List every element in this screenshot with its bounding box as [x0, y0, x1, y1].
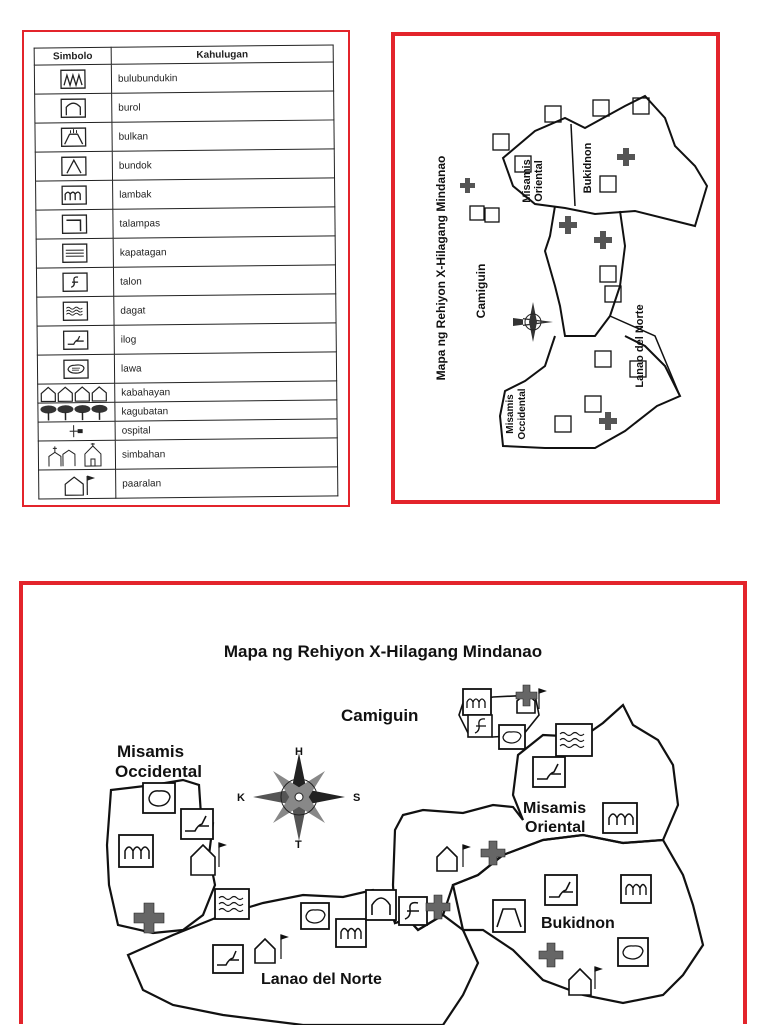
legend-label: paaralan	[116, 467, 338, 498]
small-map-province-border	[571, 124, 575, 206]
hospital-icon	[481, 841, 505, 865]
waterfall-icon	[468, 715, 492, 737]
small-map-label-misamis-oriental-1: Misamis	[521, 159, 533, 203]
house-icon	[437, 847, 457, 871]
legend-label: bulkan	[112, 120, 334, 151]
lake-icon	[499, 725, 525, 749]
sea-icon	[62, 301, 88, 321]
label-misamis-oriental-2: Oriental	[525, 819, 586, 836]
label-camiguin: Camiguin	[341, 706, 419, 725]
school-icon	[569, 969, 591, 995]
legend-label: ospital	[115, 419, 337, 440]
plain-icon	[62, 243, 88, 263]
legend-label: kapatagan	[113, 236, 335, 267]
small-map-label-bukidnon: Bukidnon	[582, 142, 594, 194]
legend-row	[37, 352, 336, 384]
valley-icon	[119, 835, 153, 867]
large-map	[23, 585, 743, 1025]
large-map-panel	[19, 581, 747, 1024]
volcano-icon	[493, 900, 525, 932]
church-icon	[45, 442, 109, 469]
river-icon	[63, 330, 89, 350]
house-icon	[191, 845, 215, 875]
compass-west: K	[237, 792, 245, 804]
small-map-panel	[391, 32, 720, 504]
valley-icon	[463, 689, 491, 715]
large-map-title: Mapa ng Rehiyon X-Hilagang Mindanao	[223, 642, 543, 661]
house-icon	[255, 939, 275, 963]
sea-icon	[215, 889, 249, 919]
small-map-label-camiguin: Camiguin	[474, 263, 488, 319]
compass-north: H	[295, 746, 303, 758]
legend-row	[37, 294, 336, 326]
mountain-icon	[61, 156, 87, 176]
legend-row	[35, 120, 334, 152]
small-map-compass	[513, 302, 553, 342]
legend-row	[34, 62, 333, 94]
small-map-lanao-outline	[545, 206, 625, 336]
legend-row	[36, 236, 335, 268]
legend-label: burol	[112, 91, 334, 122]
legend-label: simbahan	[115, 438, 337, 469]
valley-icon	[603, 803, 637, 833]
legend-row	[38, 438, 337, 470]
legend-row	[35, 149, 334, 181]
river-icon	[545, 875, 577, 905]
volcano-icon	[60, 127, 86, 147]
legend-label: kagubatan	[115, 400, 337, 421]
lake-icon	[63, 359, 89, 379]
waterfall-icon	[399, 897, 427, 925]
legend-header-symbol: Simbolo	[34, 47, 111, 65]
hospital-icon	[134, 903, 164, 933]
hill-icon	[366, 890, 396, 920]
legend-label: kabahayan	[115, 381, 337, 402]
hospital-icon	[64, 422, 90, 440]
label-misamis-occidental-1: Misamis	[117, 742, 185, 761]
lake-icon	[143, 783, 175, 813]
legend-label: talampas	[113, 207, 335, 238]
legend-label: lambak	[113, 178, 335, 209]
plateau-icon	[61, 214, 87, 234]
small-map-title: Mapa ng Rehiyon X-Hilagang Mindanao	[434, 155, 448, 381]
river-icon	[181, 809, 213, 839]
sea-icon	[556, 724, 592, 756]
label-misamis-occidental-2: Occidental	[115, 762, 202, 781]
forest-icon	[39, 403, 113, 422]
valley-icon	[621, 875, 651, 903]
small-map	[395, 36, 716, 500]
legend-row	[36, 178, 335, 210]
legend-table	[34, 44, 339, 499]
mountain-range-icon	[60, 69, 86, 89]
legend-label: bulubundukin	[111, 62, 333, 93]
valley-icon	[336, 919, 366, 947]
lake-icon	[618, 938, 648, 966]
legend-header-meaning: Kahulugan	[111, 45, 333, 64]
small-map-label-misamis-oriental-2: Oriental	[533, 160, 545, 202]
label-bukidnon: Bukidnon	[541, 915, 615, 932]
label-lanao-del-norte: Lanao del Norte	[261, 971, 382, 988]
legend-label: lawa	[114, 352, 336, 383]
waterfall-icon	[62, 272, 88, 292]
legend-row	[36, 207, 335, 239]
legend-row	[39, 467, 338, 499]
legend-label: talon	[113, 265, 335, 296]
school-icon	[57, 472, 97, 496]
valley-icon	[61, 185, 87, 205]
legend-label: dagat	[114, 294, 336, 325]
legend-row	[35, 91, 334, 123]
compass-south: T	[295, 839, 302, 851]
label-misamis-oriental-1: Misamis	[523, 800, 587, 817]
hill-icon	[60, 98, 86, 118]
small-map-label-lanao-del-norte: Lanao del Norte	[634, 304, 646, 388]
compass-rose	[253, 753, 345, 841]
small-map-label-misamis-occidental-2: Occidental	[517, 388, 528, 440]
legend-panel	[22, 30, 350, 507]
hospital-icon	[539, 943, 563, 967]
hospital-icon	[426, 895, 450, 919]
legend-label: ilog	[114, 323, 336, 354]
lake-icon	[301, 903, 329, 929]
legend-label: bundok	[112, 149, 334, 180]
small-map-label-misamis-occidental-1: Misamis	[505, 394, 516, 434]
houses-icon	[39, 384, 113, 403]
compass-east: S	[353, 792, 361, 804]
river-icon	[213, 945, 243, 973]
legend-row	[37, 323, 336, 355]
river-icon	[533, 757, 565, 787]
legend-row	[36, 265, 335, 297]
